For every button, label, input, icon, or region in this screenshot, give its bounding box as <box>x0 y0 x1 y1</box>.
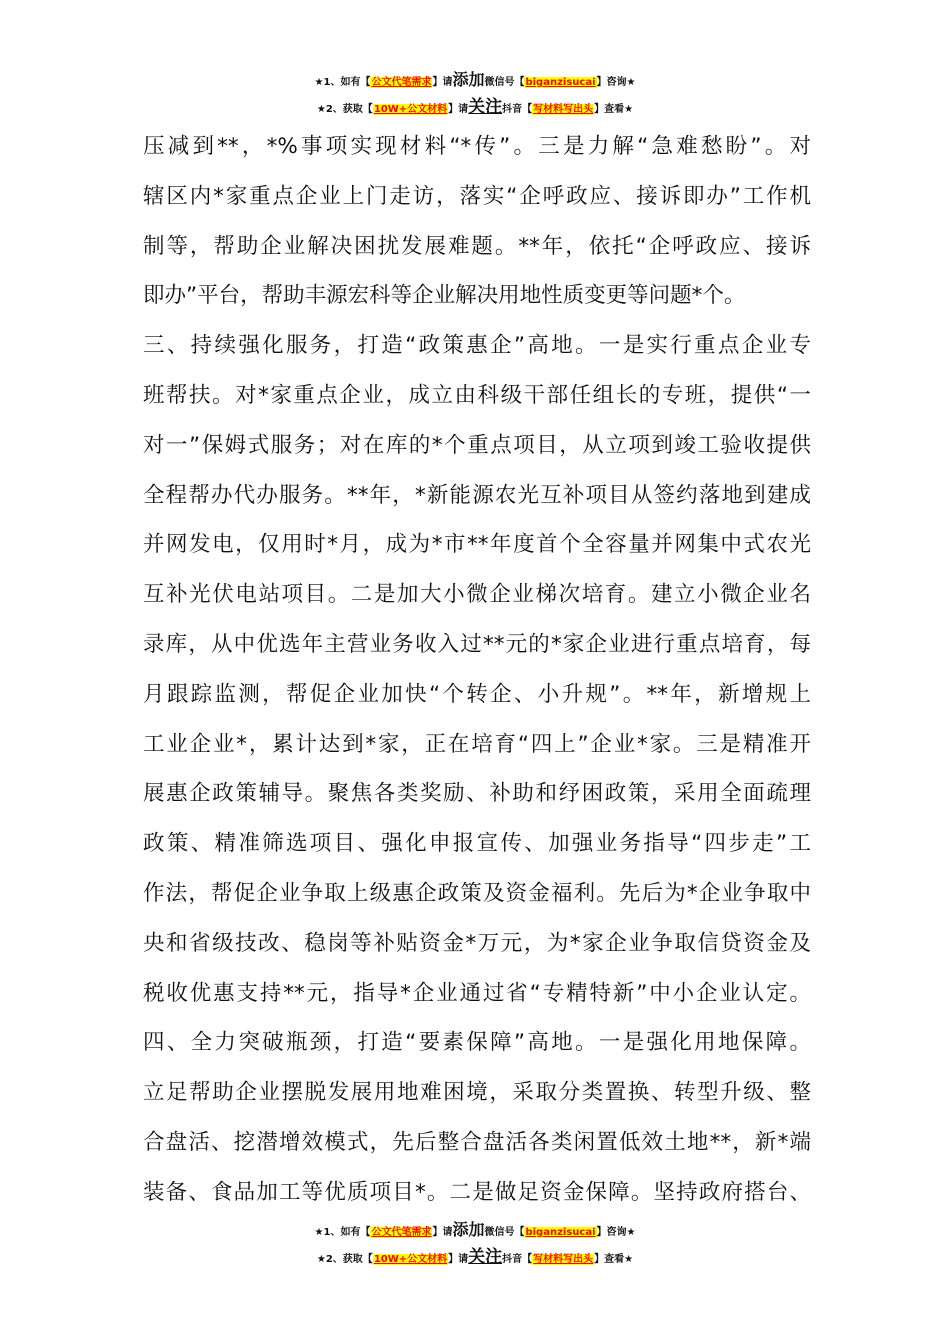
promo-text: 】请 <box>448 1254 469 1265</box>
body-line: 合盘活、挖潜增效模式，先后整合盘活各类闲置低效土地**，新*端 <box>143 1129 811 1155</box>
promo-text: 抖音【 <box>502 1254 533 1265</box>
promo-banner-top <box>0 68 950 122</box>
promo-text: 】请 <box>432 77 453 88</box>
promo-highlight: 公文代笔需求 <box>371 1227 432 1238</box>
body-line: 月跟踪监测，帮促企业加快“个转企、小升规”。**年，新增规上 <box>143 681 811 707</box>
promo-text: ★2、获取【 <box>316 104 373 115</box>
body-line: 工业企业*，累计达到*家，正在培育“四上”企业*家。三是精准开 <box>143 731 811 757</box>
body-line: 对一”保姆式服务；对在库的*个重点项目，从立项到竣工验收提供 <box>143 432 811 458</box>
body-line: 班帮扶。对*家重点企业，成立由科级干部任组长的专班，提供“一 <box>143 382 811 408</box>
body-line: 立足帮助企业摆脱发展用地难困境，采取分类置换、转型升级、整 <box>143 1080 811 1106</box>
promo-douyin-account: 写材料写出头 <box>533 104 594 115</box>
promo-highlight: 10W+公文材料 <box>373 104 448 115</box>
promo-text: 】咨询★ <box>596 77 636 88</box>
promo-douyin-account: 写材料写出头 <box>533 1254 594 1265</box>
promo-text: ★1、如有【 <box>314 1227 371 1238</box>
body-line: 全程帮办代办服务。**年，*新能源农光互补项目从签约落地到建成 <box>143 482 811 508</box>
promo-emphasis: 添加 <box>452 70 485 89</box>
promo-emphasis: 关注 <box>468 1247 503 1267</box>
body-line: 即办”平台，帮助丰源宏科等企业解决用地性质变更等问题*个。 <box>143 283 746 309</box>
promo-emphasis: 添加 <box>452 1220 485 1239</box>
promo-line-2 <box>0 95 950 122</box>
body-line: 税收优惠支持**元，指导*企业通过省“专精特新”中小企业认定。 <box>143 980 811 1006</box>
promo-text: 】请 <box>432 1227 453 1238</box>
promo-wechat-id: biganzisucai <box>525 77 596 88</box>
body-line: 央和省级技改、稳岗等补贴资金*万元，为*家企业争取信贷资金及 <box>143 930 811 956</box>
promo-text: 微信号【 <box>484 1227 525 1238</box>
body-line: 互补光伏电站项目。二是加大小微企业梯次培育。建立小微企业名 <box>143 582 811 608</box>
body-line: 装备、食品加工等优质项目*。二是做足资金保障。坚持政府搭台、 <box>143 1179 811 1205</box>
promo-text: 】咨询★ <box>596 1227 636 1238</box>
promo-highlight: 10W+公文材料 <box>373 1254 448 1265</box>
body-line: 压减到**，*%事项实现材料“*传”。三是力解“急难愁盼”。对 <box>143 134 811 159</box>
promo-text: 】请 <box>448 104 469 115</box>
promo-emphasis: 关注 <box>468 97 503 117</box>
promo-line-1 <box>0 68 950 95</box>
document-body <box>143 122 811 1218</box>
body-line: 展惠企政策辅导。聚焦各类奖励、补助和纾困政策，采用全面疏理 <box>143 781 811 807</box>
body-line: 录库，从中优选年主营业务收入过**元的*家企业进行重点培育，每 <box>143 631 811 657</box>
body-line: 作法，帮促企业争取上级惠企政策及资金福利。先后为*企业争取中 <box>143 880 811 906</box>
promo-text: 微信号【 <box>484 77 525 88</box>
body-line: 制等，帮助企业解决困扰发展难题。**年，依托“企呼政应、接诉 <box>143 233 811 259</box>
body-line: 辖区内*家重点企业上门走访，落实“企呼政应、接诉即办”工作机 <box>143 183 811 209</box>
promo-text: 】查看★ <box>594 104 634 115</box>
promo-wechat-id: biganzisucai <box>525 1227 596 1238</box>
promo-highlight: 公文代笔需求 <box>371 77 432 88</box>
body-line: 并网发电，仅用时*月，成为*市**年度首个全容量并网集中式农光 <box>143 532 811 558</box>
promo-line-1 <box>0 1218 950 1245</box>
promo-text: 抖音【 <box>502 104 533 115</box>
section-heading-line: 四、全力突破瓶颈，打造“要素保障”高地。一是强化用地保障。 <box>143 1030 811 1056</box>
promo-text: ★1、如有【 <box>314 77 371 88</box>
promo-text: 】查看★ <box>594 1254 634 1265</box>
body-line: 政策、精准筛选项目、强化申报宣传、加强业务指导“四步走”工 <box>143 831 811 857</box>
promo-line-2 <box>0 1245 950 1272</box>
promo-banner-bottom <box>0 1218 950 1272</box>
promo-text: ★2、获取【 <box>316 1254 373 1265</box>
section-heading-line: 三、持续强化服务，打造“政策惠企”高地。一是实行重点企业专 <box>143 333 811 359</box>
